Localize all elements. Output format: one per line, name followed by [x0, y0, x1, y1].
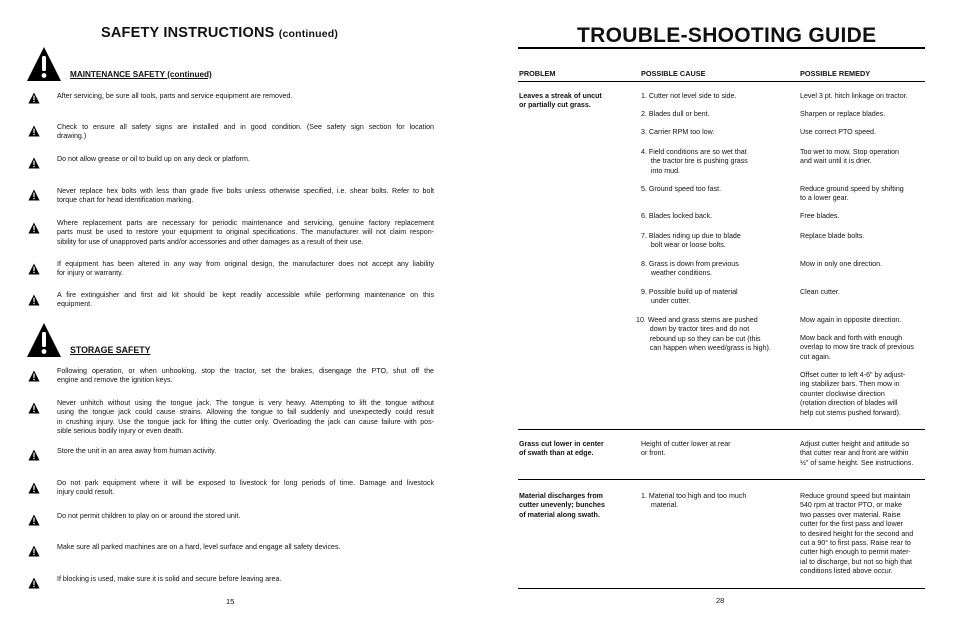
maintenance-item: After servicing, be sure all tools, parts and service equipment are removed. [57, 92, 293, 100]
problem-cell: Leaves a streak of uncut or partially cut grass. [519, 92, 602, 110]
page-title [101, 25, 338, 41]
title-main: SAFETY INSTRUCTIONS [101, 25, 275, 41]
remedy-cell: Mow back and forth with enough overlap to mow tire track of previous cut again. [800, 334, 914, 361]
col-header-problem: PROBLEM [519, 69, 556, 78]
maintenance-item: Never replace hex bolts with less than grade five bolts unless otherwise specified, i.e. shear bolts. Refer to bolt torque chart for head identification marking. [57, 187, 434, 205]
warning-icon [28, 402, 40, 414]
problem-cell: Grass cut lower in center of swath than at edge. [519, 440, 604, 458]
cause-cell: 7. Blades riding up due to blade bolt wear or loose bolts. [641, 232, 741, 250]
cause-cell: 6. Blades locked back. [641, 212, 712, 220]
warning-icon [28, 370, 40, 382]
warning-icon [28, 222, 40, 234]
storage-item: Do not permit children to play on or around the stored unit. [57, 512, 241, 520]
remedy-cell: Offset cutter to left 4-6" by adjust- ing stabilizer bars. Then mow in counter clockwise direction (rotation direction of blades will help cut stems pushed forward). [800, 371, 906, 417]
warning-icon [28, 263, 40, 275]
cause-cell: 1. Material too high and too much material. [641, 492, 747, 510]
warning-icon [28, 545, 40, 557]
storage-item: Never unhitch without using the tongue jack. The tongue is very heavy. Attempting to lift the tongue without using the tongue jack could cause strains. Allowing the tongue to fall suddenly and unexpectedly could result in crushing injury. Use the tongue jack for lifting the cutter only. Overloading the jack can cause failure with pos- sible serious bodily injury or even death. [57, 399, 434, 436]
remedy-cell: Reduce ground speed but maintain 540 rpm at tractor PTO, or make two passes over material. Raise cutter for the first pass and lower to desired height for the second and cut a 90° to first pass. Raise rear to cutter high enough to permit mater- ial to discharge, but not so high that conditions listed above occur. [800, 492, 914, 576]
guide-title: TROUBLE-SHOOTING GUIDE [577, 24, 877, 47]
header-rule [518, 81, 925, 82]
maintenance-item: Check to ensure all safety signs are installed and in good condition. (See safety sign section for location drawing.) [57, 123, 434, 141]
cause-cell: 2. Blades dull or bent. [641, 110, 710, 118]
warning-icon [28, 449, 40, 461]
warning-icon [28, 577, 40, 589]
col-header-remedy: POSSIBLE REMEDY [800, 69, 871, 78]
cause-cell: 5. Ground speed too fast. [641, 185, 722, 193]
remedy-cell: Mow in only one direction. [800, 260, 883, 268]
warning-icon [28, 294, 40, 306]
remedy-cell: Sharpen or replace blades. [800, 110, 886, 118]
cause-cell: 8. Grass is down from previous weather conditions. [641, 260, 739, 278]
row-divider [518, 479, 925, 480]
storage-item: Following operation, or when unhooking, stop the tractor, set the brakes, disengage the PTO, shut off the engine and remove the ignition keys. [57, 367, 434, 385]
remedy-cell: Level 3 pt. hitch linkage on tractor. [800, 92, 908, 100]
cause-cell: 1. Cutter not level side to side. [641, 92, 737, 100]
large-warning-icon [26, 46, 62, 82]
title-rule [518, 47, 925, 49]
cause-cell: 4. Field conditions are so wet that the tractor tire is pushing grass into mud. [641, 148, 748, 175]
warning-icon [28, 514, 40, 526]
maintenance-item: Do not allow grease or oil to build up on any deck or platform. [57, 155, 250, 163]
warning-icon [28, 189, 40, 201]
col-header-cause: POSSIBLE CAUSE [641, 69, 706, 78]
problem-cell: Material discharges from cutter unevenly; bunches of material along swath. [519, 492, 605, 519]
storage-item: Make sure all parked machines are on a hard, level surface and engage all safety devices. [57, 543, 341, 551]
cause-cell: 10. Weed and grass stems are pushed down by tractor tires and do not rebound up so they can be cut (this can happen when weed/grass is high). [636, 316, 771, 353]
bottom-rule [518, 588, 925, 589]
maintenance-item: A fire extinguisher and first aid kit should be kept readily accessible while performing maintenance on this equipment. [57, 291, 434, 309]
storage-item: Store the unit in an area away from human activity. [57, 447, 217, 455]
remedy-cell: Use correct PTO speed. [800, 128, 876, 136]
remedy-cell: Adjust cutter height and attitude so that cutter rear and front are within ½" of same height. See instructions. [800, 440, 914, 467]
storage-item: If blocking is used, make sure it is solid and secure before leaving area. [57, 575, 282, 583]
storage-heading: STORAGE SAFETY [70, 345, 151, 355]
remedy-cell: Clean cutter. [800, 288, 840, 296]
warning-icon [28, 482, 40, 494]
large-warning-icon [26, 322, 62, 358]
page-number: 15 [226, 597, 235, 606]
storage-item: Do not park equipment where it will be exposed to livestock for long periods of time. Damage and livestock injury could result. [57, 479, 434, 497]
cause-cell: 9. Possible build up of material under cutter. [641, 288, 738, 306]
page-number: 28 [716, 596, 725, 605]
row-divider [518, 429, 925, 430]
maintenance-item: If equipment has been altered in any way from original design, the manufacturer does not accept any liability for injury or warranty. [57, 260, 434, 278]
maintenance-item: Where replacement parts are necessary for periodic maintenance and servicing, genuine factory replacement parts must be used to restore your equipment to original specifications. The manufacturer will not claim respon- sibility for use of unapproved parts and/or accessories and other damages as a result of their use. [57, 219, 434, 246]
remedy-cell: Replace blade bolts. [800, 232, 865, 240]
remedy-cell: Reduce ground speed by shifting to a lower gear. [800, 185, 904, 203]
title-sub: (continued) [278, 28, 339, 40]
remedy-cell: Too wet to mow. Stop operation and wait until it is drier. [800, 148, 899, 166]
maintenance-heading: MAINTENANCE SAFETY (continued) [70, 70, 212, 79]
warning-icon [28, 125, 40, 137]
warning-icon [28, 157, 40, 169]
warning-icon [28, 92, 40, 104]
cause-cell: 3. Carrier RPM too low. [641, 128, 715, 136]
cause-cell: Height of cutter lower at rear or front. [641, 440, 731, 458]
remedy-cell: Free blades. [800, 212, 840, 220]
remedy-cell: Mow again in opposite direction. [800, 316, 902, 324]
